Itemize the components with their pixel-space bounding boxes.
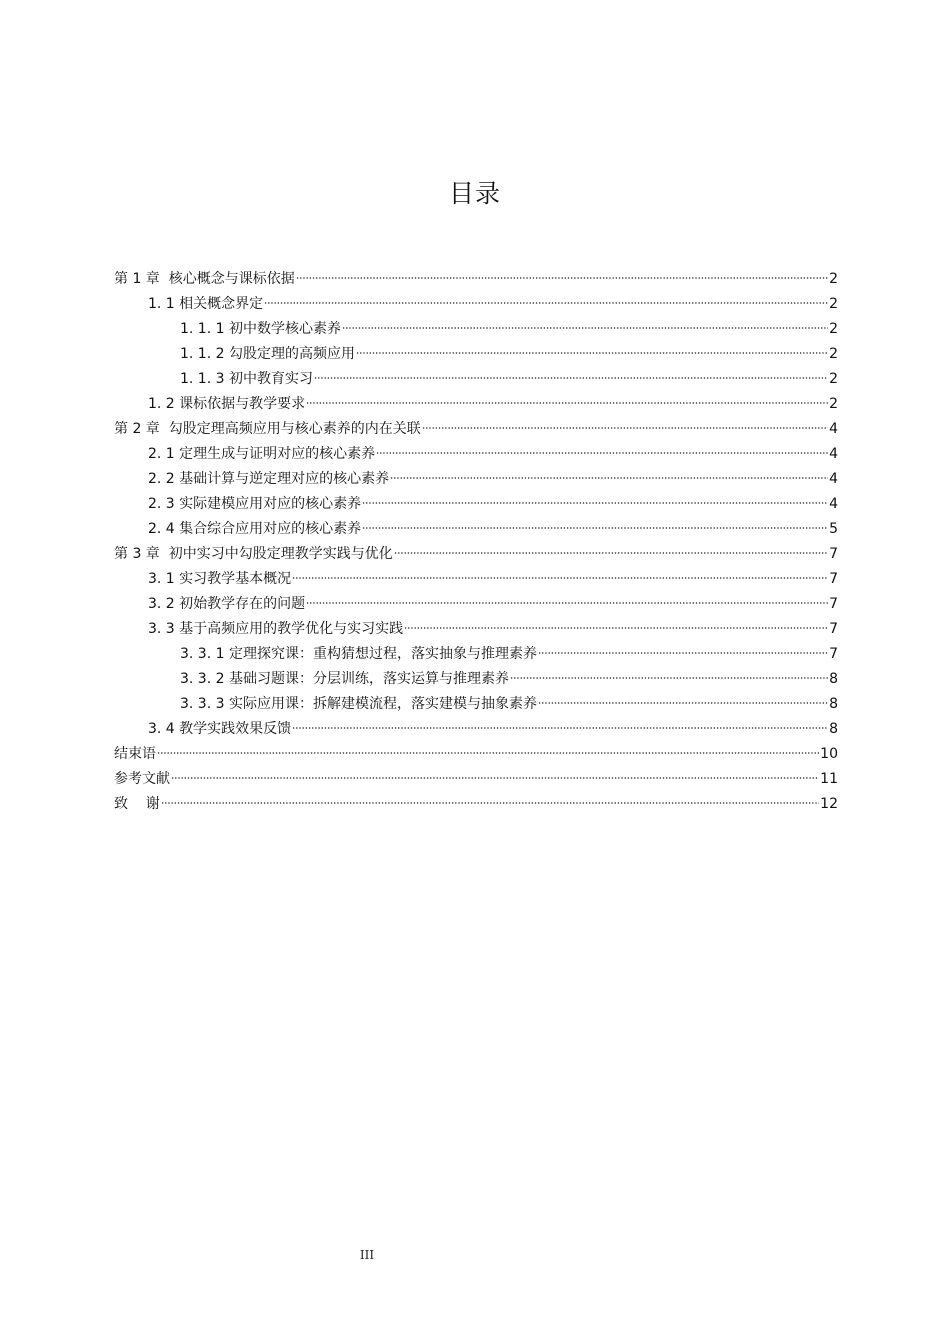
dot-leader	[422, 427, 828, 429]
dot-leader	[538, 702, 828, 704]
toc-entry-page-number: 4	[829, 471, 838, 487]
toc-entry[interactable]	[114, 567, 838, 592]
toc-entry-page-number: 8	[829, 671, 838, 687]
dot-leader	[292, 577, 828, 579]
toc-entry[interactable]	[114, 792, 838, 817]
toc-entry-page-number: 7	[829, 621, 838, 637]
dot-leader	[362, 502, 828, 504]
toc-entry-label: 第 3 章 初中实习中勾股定理教学实践与优化	[114, 546, 393, 562]
toc-entry-label: 结束语	[114, 746, 156, 762]
toc-entry-page-number: 10	[820, 746, 838, 762]
toc-entry-page-number: 8	[829, 696, 838, 712]
dot-leader	[171, 777, 819, 779]
toc-entry[interactable]	[114, 267, 838, 292]
toc-entry-page-number: 2	[829, 346, 838, 362]
toc-entry[interactable]	[114, 417, 838, 442]
toc-entry[interactable]	[114, 442, 838, 467]
dot-leader	[314, 377, 828, 379]
toc-entry[interactable]	[114, 517, 838, 542]
toc-entry-label: 3. 3 基于高频应用的教学优化与实习实践	[148, 621, 404, 637]
toc-entry[interactable]	[114, 717, 838, 742]
toc-entry-label: 1. 1. 2 勾股定理的高频应用	[180, 346, 355, 362]
toc-entry-page-number: 7	[829, 571, 838, 587]
toc-entry-label: 参考文献	[114, 771, 170, 787]
toc-entry-label: 2. 4 集合综合应用对应的核心素养	[148, 521, 362, 537]
toc-entry-label: 3. 3. 1 定理探究课：重构猜想过程，落实抽象与推理素养	[180, 646, 537, 662]
dot-leader	[404, 627, 828, 629]
toc-entry-label: 致 谢	[114, 796, 160, 812]
toc-entry[interactable]	[114, 392, 838, 417]
page-title: 目录	[448, 179, 501, 208]
toc-entry-page-number: 2	[829, 296, 838, 312]
toc-entry[interactable]	[114, 492, 838, 517]
dot-leader	[264, 302, 828, 304]
toc-entry-label: 2. 2 基础计算与逆定理对应的核心素养	[148, 471, 390, 487]
toc-entry-label: 1. 1. 3 初中教育实习	[180, 371, 313, 387]
toc-entry-label: 第 2 章 勾股定理高频应用与核心素养的内在关联	[114, 421, 421, 437]
toc-entry[interactable]	[114, 592, 838, 617]
toc-entry-page-number: 11	[820, 771, 838, 787]
table-of-contents	[114, 267, 838, 817]
dot-leader	[292, 727, 828, 729]
dot-leader	[356, 352, 828, 354]
toc-entry-label: 1. 1. 1 初中数学核心素养	[180, 321, 341, 337]
toc-entry[interactable]	[114, 292, 838, 317]
toc-entry-label: 第 1 章 核心概念与课标依据	[114, 271, 295, 287]
toc-entry[interactable]	[114, 317, 838, 342]
toc-entry-page-number: 2	[829, 271, 838, 287]
toc-entry[interactable]	[114, 342, 838, 367]
dot-leader	[296, 277, 828, 279]
toc-entry-page-number: 7	[829, 646, 838, 662]
toc-entry[interactable]	[114, 542, 838, 567]
dot-leader	[538, 652, 828, 654]
toc-entry-page-number: 4	[829, 446, 838, 462]
toc-entry-page-number: 4	[829, 496, 838, 512]
toc-entry-page-number: 8	[829, 721, 838, 737]
dot-leader	[510, 677, 828, 679]
toc-entry-label: 1. 1 相关概念界定	[148, 296, 264, 312]
toc-entry-page-number: 12	[820, 796, 838, 812]
dot-leader	[306, 402, 828, 404]
toc-entry-label: 2. 3 实际建模应用对应的核心素养	[148, 496, 362, 512]
toc-entry-label: 3. 3. 2 基础习题课：分层训练，落实运算与推理素养	[180, 671, 509, 687]
toc-entry[interactable]	[114, 742, 838, 767]
toc-entry-page-number: 5	[829, 521, 838, 537]
dot-leader	[306, 602, 828, 604]
toc-entry-page-number: 4	[829, 421, 838, 437]
toc-entry-page-number: 2	[829, 321, 838, 337]
toc-entry[interactable]	[114, 467, 838, 492]
toc-entry-page-number: 2	[829, 396, 838, 412]
dot-leader	[394, 552, 828, 554]
toc-entry-page-number: 7	[829, 596, 838, 612]
dot-leader	[376, 452, 828, 454]
toc-entry-label: 3. 2 初始教学存在的问题	[148, 596, 306, 612]
toc-entry-page-number: 2	[829, 371, 838, 387]
toc-entry[interactable]	[114, 692, 838, 717]
toc-entry-page-number: 7	[829, 546, 838, 562]
toc-entry-label: 3. 4 教学实践效果反馈	[148, 721, 292, 737]
toc-entry[interactable]	[114, 767, 838, 792]
toc-entry-label: 1. 2 课标依据与教学要求	[148, 396, 306, 412]
toc-entry[interactable]	[114, 367, 838, 392]
toc-entry-label: 3. 1 实习教学基本概况	[148, 571, 292, 587]
toc-entry[interactable]	[114, 667, 838, 692]
dot-leader	[390, 477, 828, 479]
dot-leader	[157, 752, 819, 754]
page-number: III	[359, 1248, 375, 1262]
dot-leader	[161, 802, 819, 804]
toc-entry-label: 2. 1 定理生成与证明对应的核心素养	[148, 446, 376, 462]
toc-entry[interactable]	[114, 642, 838, 667]
toc-entry-label: 3. 3. 3 实际应用课：拆解建模流程，落实建模与抽象素养	[180, 696, 537, 712]
dot-leader	[342, 327, 828, 329]
dot-leader	[362, 527, 828, 529]
toc-entry[interactable]	[114, 617, 838, 642]
